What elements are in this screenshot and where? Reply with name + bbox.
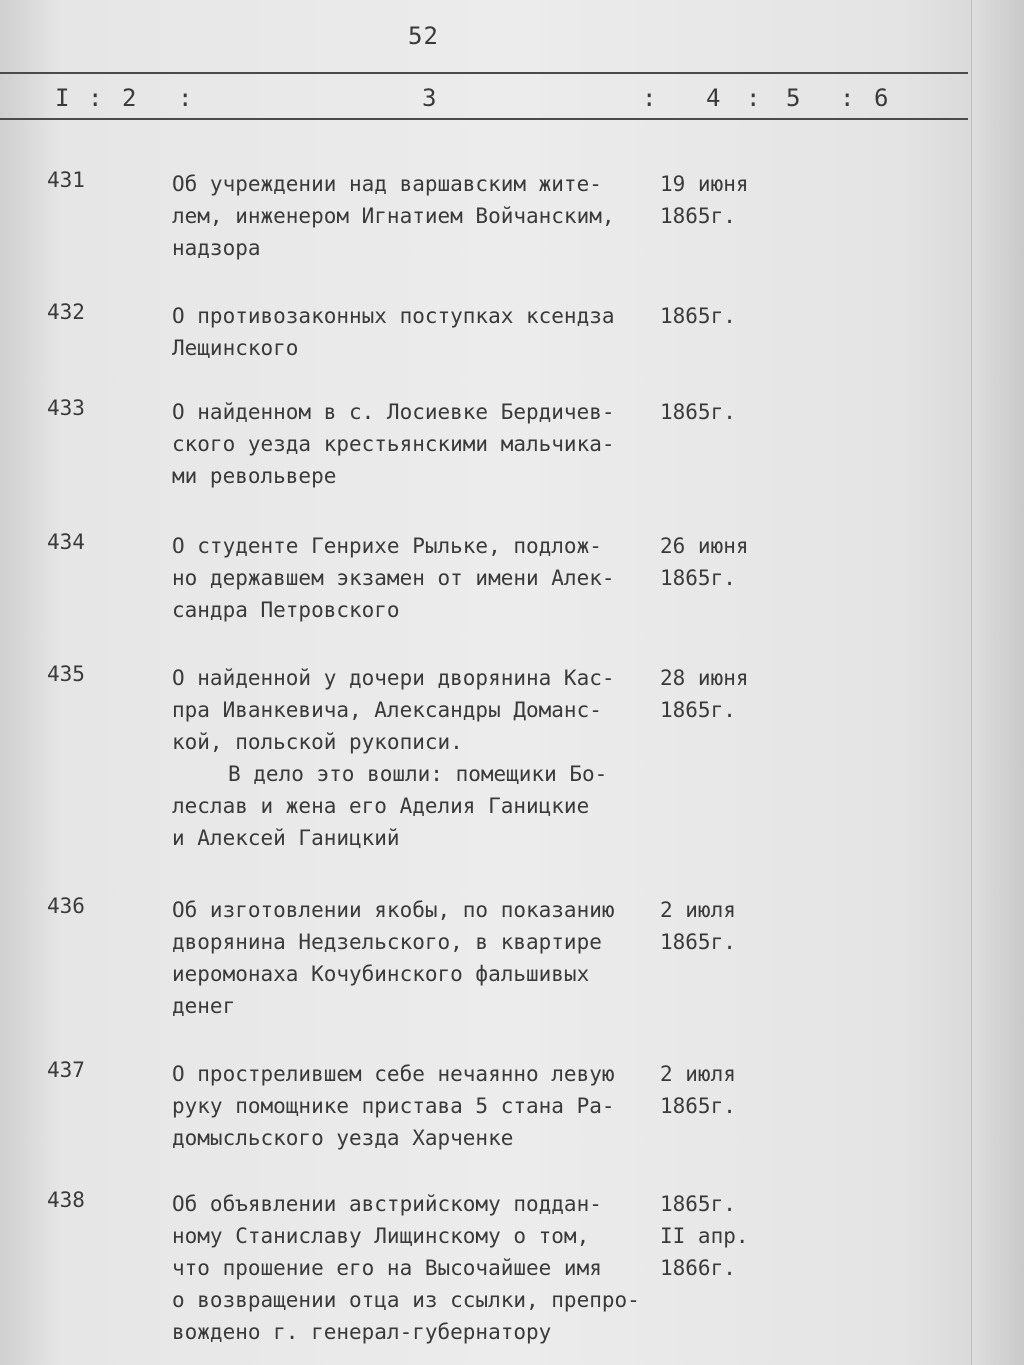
entry-date — [660, 396, 770, 428]
description-line: иеромонаха Кочубинского фальшивых — [172, 962, 590, 986]
description-line: пра Иванкевича, Александры Доманс- — [172, 698, 602, 722]
col-header-2: 2 — [122, 84, 137, 112]
entry-number: 438 — [47, 1188, 85, 1212]
description-line: ному Станиславу Лищинскому о том, — [172, 1224, 590, 1248]
column-headers — [0, 84, 1000, 114]
col-header-1: I — [55, 84, 70, 112]
entry-number: 431 — [47, 168, 85, 192]
entry-description — [172, 396, 662, 492]
description-line: Об изготовлении якобы, по показанию — [172, 898, 615, 922]
description-line: Об объявлении австрийскому поддан- — [172, 1192, 602, 1216]
description-line: Лещинского — [172, 336, 299, 360]
col-header-6: 6 — [874, 84, 889, 112]
entry-description — [172, 168, 662, 264]
col-header-4: 4 — [706, 84, 721, 112]
description-line: О противозаконных поступках ксендза — [172, 304, 615, 328]
col-separator: : — [840, 84, 855, 112]
date-line: 1865г. — [660, 400, 736, 424]
description-line: кой, польской рукописи. — [172, 730, 463, 754]
description-line: леслав и жена его Аделия Ганицкие — [172, 794, 590, 818]
entry-description — [172, 662, 662, 854]
page-edge — [971, 0, 1024, 1365]
description-line: О найденной у дочери дворянина Кас- — [172, 666, 615, 690]
entry-number: 437 — [47, 1058, 85, 1082]
entry-number: 434 — [47, 530, 85, 554]
entry-date — [660, 894, 770, 958]
entry-description — [172, 530, 662, 626]
entry-number: 433 — [47, 396, 85, 420]
description-line: сандра Петровского — [172, 598, 400, 622]
entry-number: 435 — [47, 662, 85, 686]
entry-date — [660, 300, 770, 332]
description-line: вождено г. генерал-губернатору — [172, 1320, 552, 1344]
col-separator: : — [642, 84, 657, 112]
date-line: 26 июня — [660, 534, 749, 558]
description-line: надзора — [172, 236, 261, 260]
date-line: 28 июня — [660, 666, 749, 690]
date-line: 1865г. — [660, 698, 736, 722]
entry-number: 436 — [47, 894, 85, 918]
description-line: о возвращении отца из ссылки, препро- — [172, 1288, 640, 1312]
entry-date — [660, 530, 770, 594]
description-line: О студенте Генрихе Рыльке, подлож- — [172, 534, 602, 558]
col-header-3: 3 — [422, 84, 437, 112]
entry-date — [660, 662, 770, 726]
page-number: 52 — [408, 22, 439, 50]
description-line: ми револьвере — [172, 464, 337, 488]
date-line: 1865г. — [660, 1192, 736, 1216]
description-line: денег — [172, 994, 236, 1018]
date-line: 2 июля — [660, 1062, 736, 1086]
col-separator: : — [746, 84, 761, 112]
col-separator: : — [88, 84, 103, 112]
date-line: 1865г. — [660, 204, 736, 228]
entry-description — [172, 1188, 662, 1348]
entry-date — [660, 1188, 770, 1284]
header-rule-top — [0, 72, 968, 74]
description-line: руку помощнике пристава 5 стана Ра- — [172, 1094, 615, 1118]
entry-date — [660, 168, 770, 232]
date-line: 1865г. — [660, 566, 736, 590]
description-line: О найденном в с. Лосиевке Бердичев- — [172, 400, 615, 424]
description-line: но державшем экзамен от имени Алек- — [172, 566, 615, 590]
entry-number: 432 — [47, 300, 85, 324]
description-line: и Алексей Ганицкий — [172, 826, 400, 850]
date-line: 1865г. — [660, 304, 736, 328]
entry-date — [660, 1058, 770, 1122]
col-header-5: 5 — [786, 84, 801, 112]
entry-description — [172, 894, 662, 1022]
description-line: лем, инженером Игнатием Войчанским, — [172, 204, 615, 228]
header-rule-bottom — [0, 118, 968, 120]
entry-description — [172, 1058, 662, 1154]
date-line: 1865г. — [660, 930, 736, 954]
date-line: 1865г. — [660, 1094, 736, 1118]
description-line: домысльского уезда Харченке — [172, 1126, 514, 1150]
entry-description — [172, 300, 662, 364]
date-line: 2 июля — [660, 898, 736, 922]
col-separator: : — [178, 84, 193, 112]
description-line: Об учреждении над варшавским жите- — [172, 172, 602, 196]
description-line: О прострелившем себе нечаянно левую — [172, 1062, 615, 1086]
date-line: 1866г. — [660, 1256, 736, 1280]
description-line: В дело это вошли: помещики Бо- — [228, 762, 608, 786]
description-line: что прошение его на Высочайшее имя — [172, 1256, 602, 1280]
date-line: 19 июня — [660, 172, 749, 196]
description-line: ского уезда крестьянскими мальчика- — [172, 432, 615, 456]
date-line: II апр. — [660, 1224, 749, 1248]
description-line: дворянина Недзельского, в квартире — [172, 930, 602, 954]
